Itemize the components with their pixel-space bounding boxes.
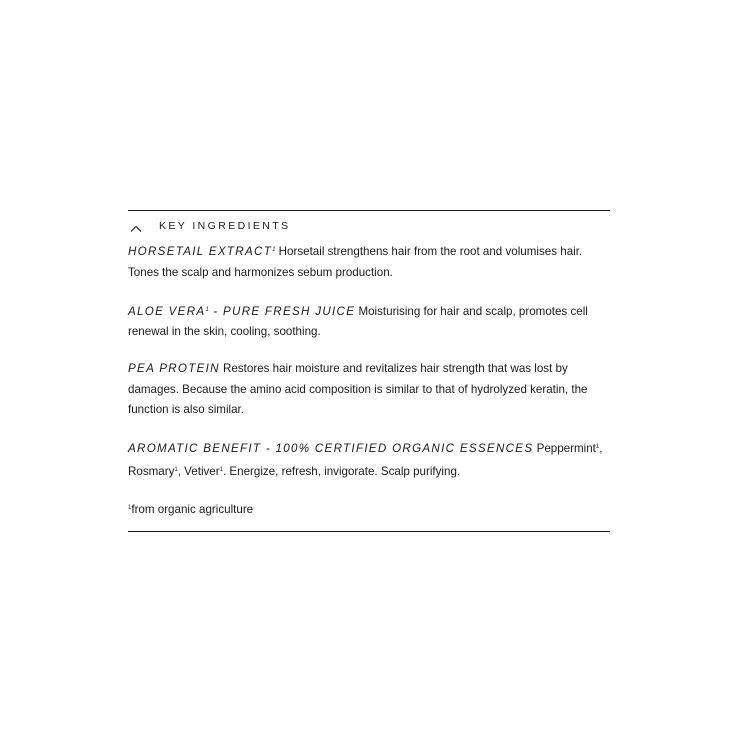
ingredient-description: Moisturising for hair and scalp, promotes cell renewal in the skin, cooling, soothing. — [128, 304, 588, 338]
superscript-marker: 1 — [205, 306, 209, 313]
ingredient-description: Restores hair moisture and revitalizes hair strength that was lost by damages. Because the amino acid composition is similar to that of hydrolyzed keratin, the function is also similar. — [128, 362, 588, 416]
ingredient-description: , Vetiver — [177, 464, 220, 478]
ingredient-name — [128, 305, 355, 318]
superscript-marker: 1 — [219, 466, 223, 473]
footnote-marker: 1 — [128, 504, 132, 511]
ingredient-name — [128, 442, 533, 455]
ingredient-description: , Rosmary — [128, 442, 603, 478]
ingredient-name — [128, 245, 275, 258]
accordion-header-key-ingredients[interactable] — [128, 212, 610, 240]
ingredient-item — [128, 359, 610, 421]
ingredient-item — [128, 240, 610, 283]
accordion-content — [128, 240, 610, 520]
bottom-divider — [128, 531, 610, 532]
ingredient-name-text: AROMATIC BENEFIT - 100% CERTIFIED ORGANIC ESSENCES — [128, 442, 534, 455]
ingredient-name-suffix: - PURE FRESH JUICE — [208, 304, 356, 318]
ingredient-name-text: PEA PROTEIN — [128, 362, 220, 375]
ingredient-name-text: ALOE VERA — [128, 304, 206, 318]
ingredient-item — [128, 300, 610, 343]
accordion-title: KEY INGREDIENTS — [159, 220, 291, 232]
superscript-marker: 1 — [272, 247, 276, 253]
ingredient-name-text: HORSETAIL EXTRACT — [128, 245, 273, 258]
ingredient-description: Horsetail strengthens hair from the root and volumises hair. Tones the scalp and harmonizes sebum production. — [128, 245, 583, 279]
ingredient-description: Peppermint — [533, 442, 596, 455]
superscript-marker: 1 — [174, 466, 178, 473]
top-divider — [128, 210, 610, 211]
ingredient-name — [128, 362, 220, 375]
superscript-marker: 1 — [595, 444, 600, 450]
ingredient-description: . Energize, refresh, invigorate. Scalp purifying. — [222, 464, 461, 478]
footnote — [128, 498, 610, 521]
ingredient-item — [128, 437, 610, 482]
chevron-up-icon[interactable] — [129, 221, 143, 231]
key-ingredients-accordion — [128, 210, 610, 532]
footnote-text: from organic agriculture — [131, 502, 254, 516]
